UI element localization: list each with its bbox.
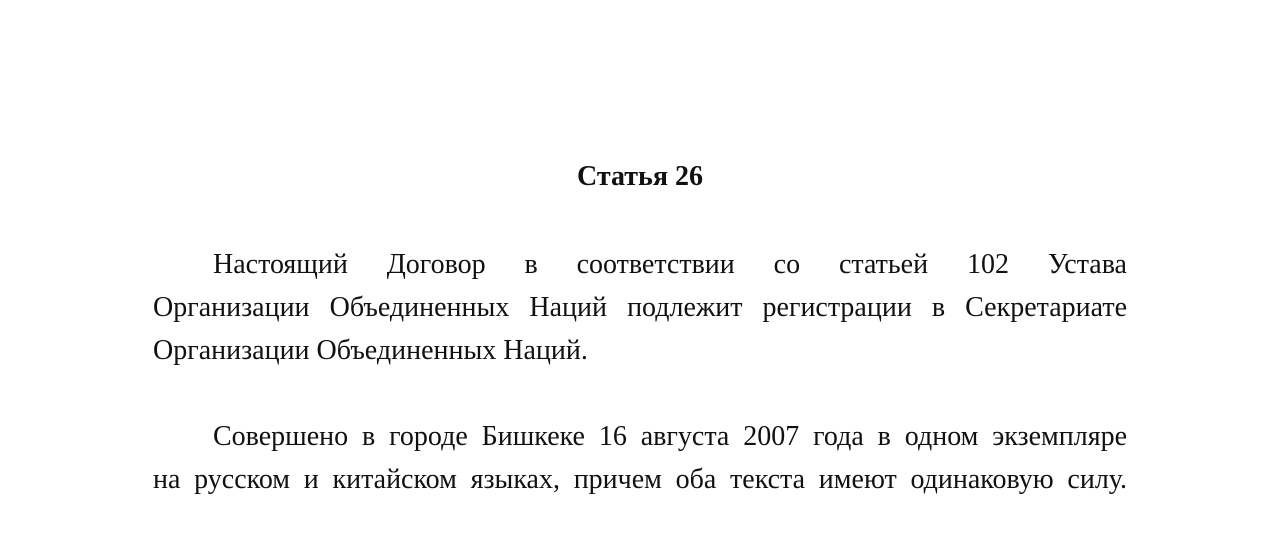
document-page bbox=[153, 0, 1127, 541]
article-heading: Статья 26 bbox=[577, 161, 703, 192]
paragraph-line: Организации Объединенных Наций подлежит регистрации в Секретариате bbox=[153, 292, 1127, 323]
paragraph-registration bbox=[153, 243, 1127, 372]
paragraph-line: на русском и китайском языках, причем оба текста имеют одинаковую силу. bbox=[153, 464, 1127, 495]
paragraph-line: Совершено в городе Бишкеке 16 августа 2007 года в одном экземпляре bbox=[213, 421, 1127, 452]
paragraph-line: Организации Объединенных Наций. bbox=[153, 335, 588, 366]
paragraph-line: Настоящий Договор в соответствии со статьей 102 Устава bbox=[213, 249, 1127, 280]
paragraph-done-at bbox=[153, 415, 1127, 501]
